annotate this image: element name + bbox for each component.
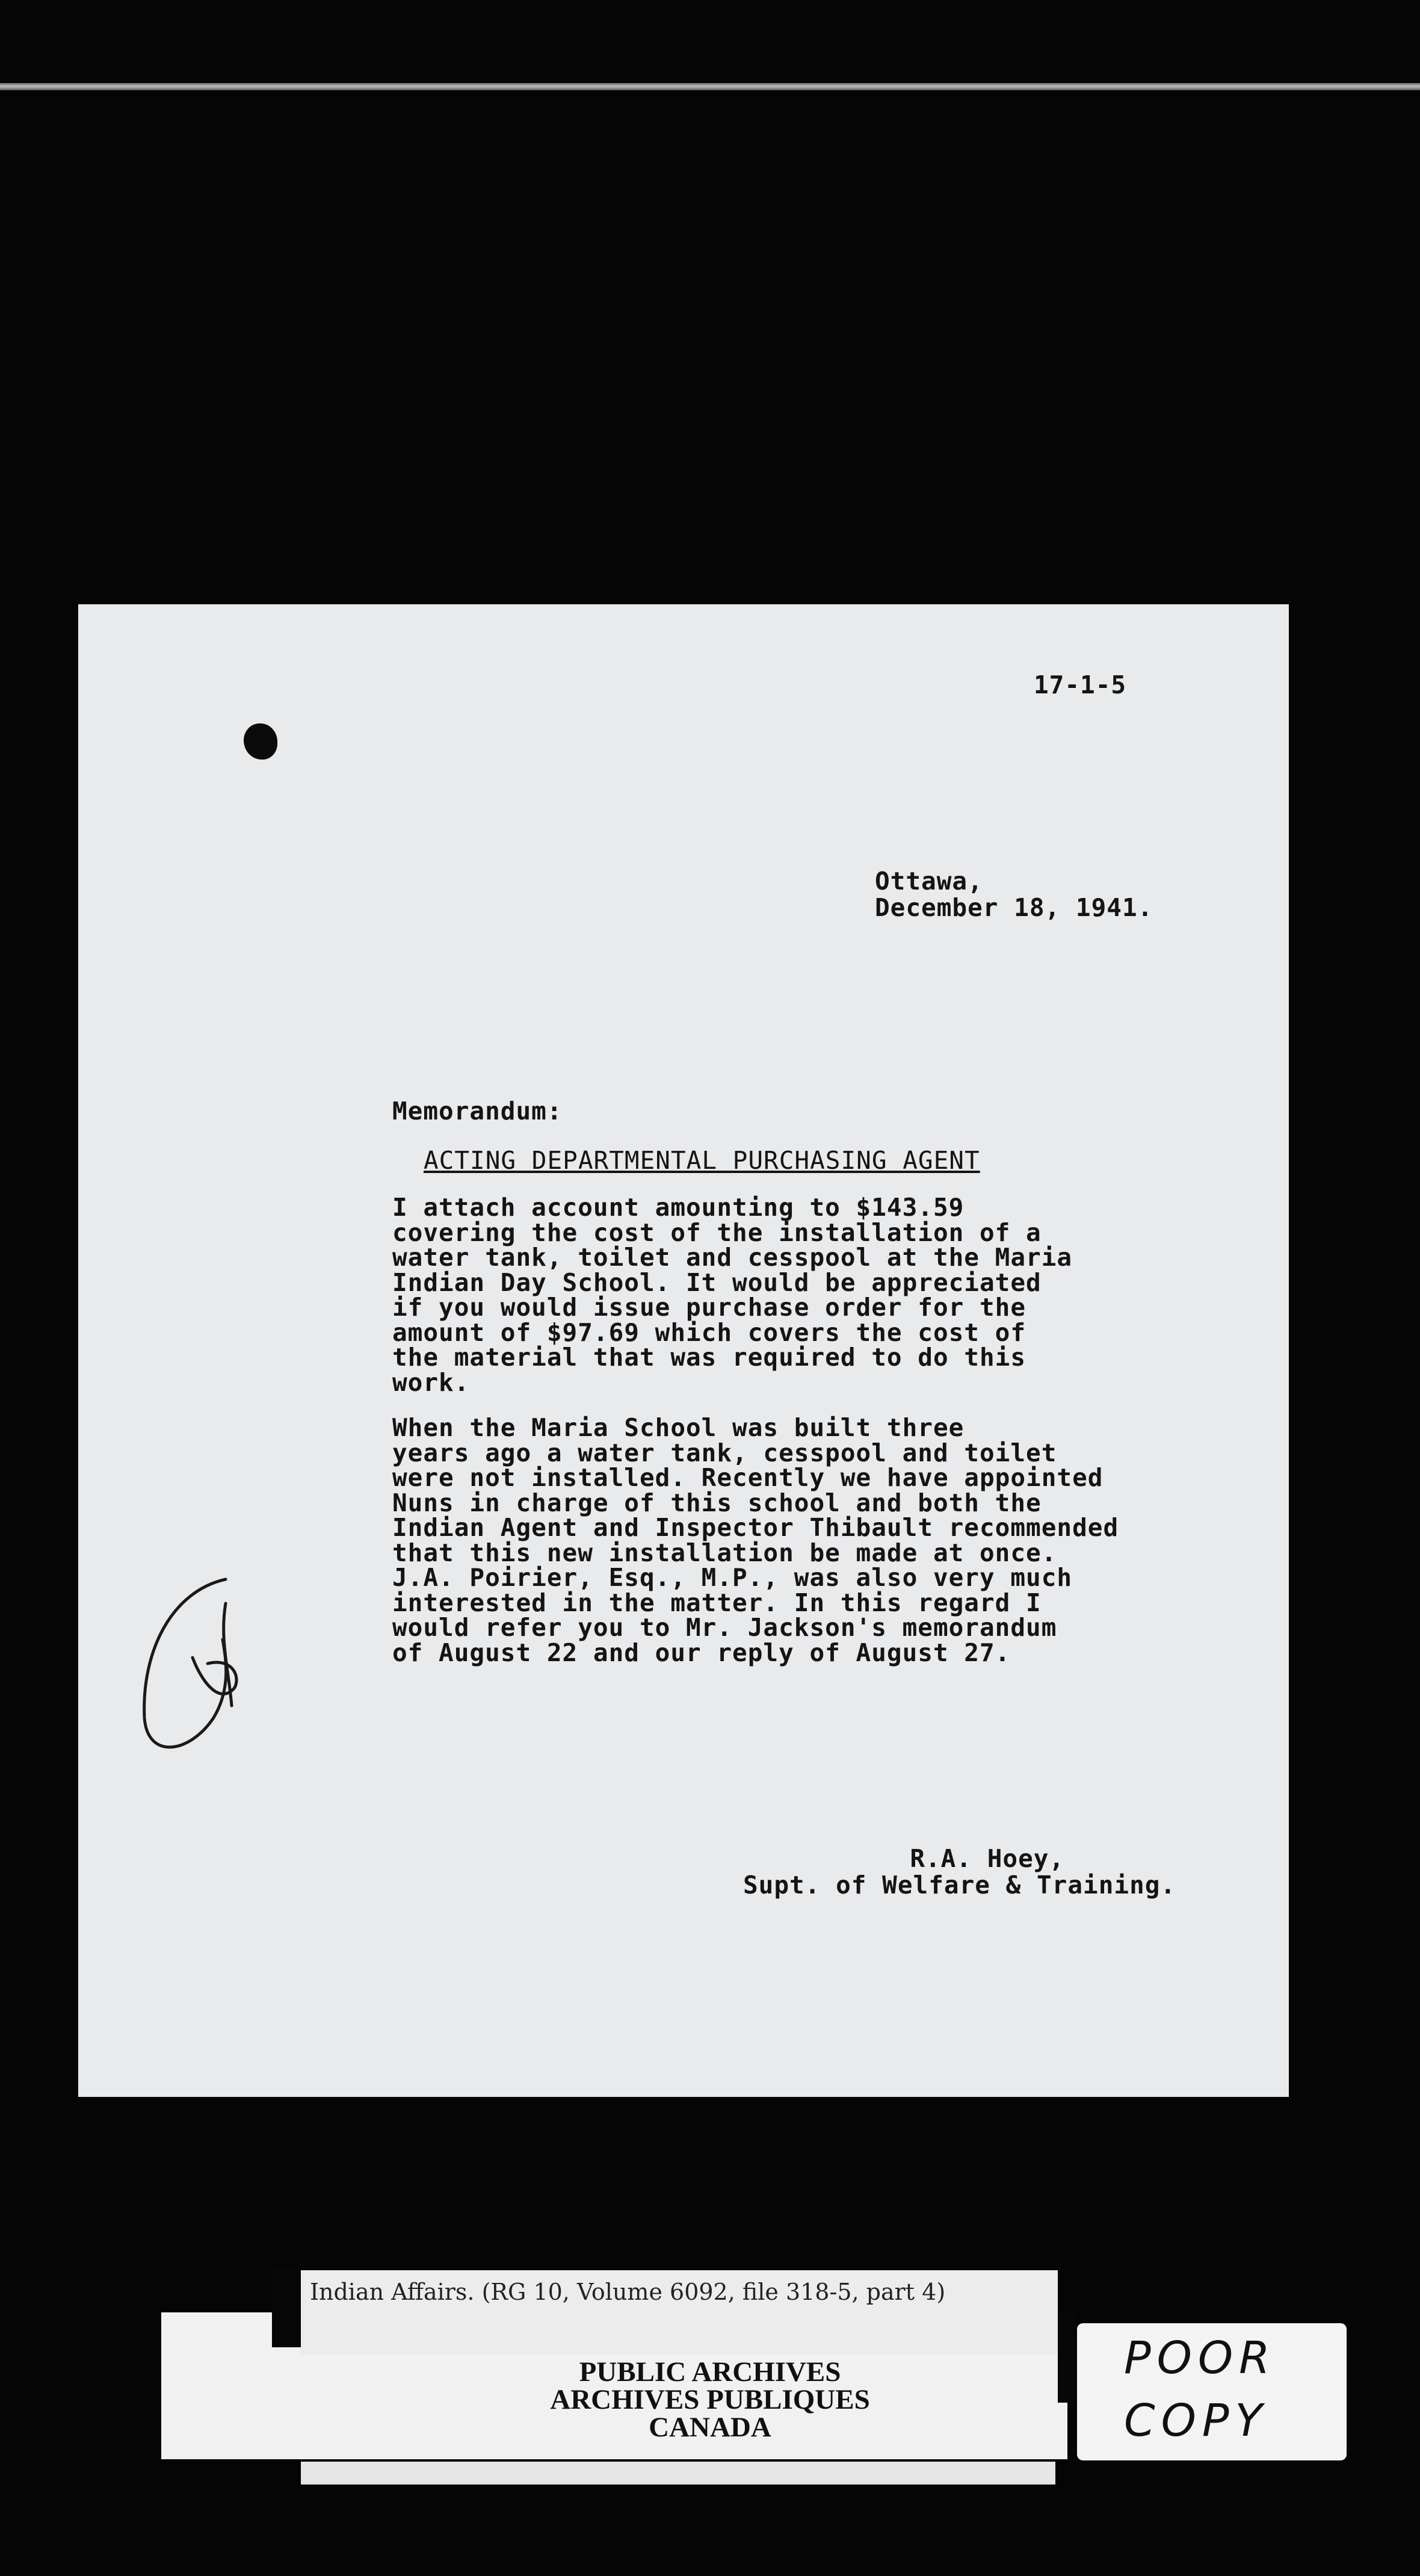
archive-reference-tag: Indian Affairs. (RG 10, Volume 6092, file 318-5, part 4) [310,2279,946,2305]
archives-line-2: ARCHIVES PUBLIQUES [550,2384,870,2415]
signature-block [743,1845,1176,1898]
label-notch [272,2269,301,2347]
memo-label: Memorandum: [392,1097,563,1125]
body-paragraph-2: When the Maria School was built three years ago a water tank, cesspool and toilet were not installed. Recently we have appointed Nuns in charge of this school and both the Indian Agent and Inspector Thibault recommended that this new installation be made at once. J.A. Poirier, Esq., M.P., was also very much interested in the matter. In this regard I would refer you to Mr. Jackson's memorandum of August 22 and our reply of August 27. [392,1413,1119,1667]
poor-copy-line-2: COPY [1124,2395,1268,2447]
poor-copy-line-1: POOR [1124,2332,1276,2384]
body-paragraph-1: I attach account amounting to $143.59 covering the cost of the installation of a water tank, toilet and cesspool at the Maria Indian Day School. It would be appreciated if you would issue purchase order for the amount of $97.69 which covers the cost of the material that was required to do this work. [392,1193,1073,1397]
label-strip [301,2462,1055,2485]
public-archives-label [379,2358,1041,2441]
ink-blot [244,723,277,760]
place-date [875,868,1153,921]
archives-line-3: CANADA [649,2412,771,2443]
addressee: ACTING DEPARTMENTAL PURCHASING AGENT [424,1146,980,1175]
poor-copy-note [1124,2327,1276,2452]
handwritten-initials [135,1567,256,1772]
file-reference: 17-1-5 [1034,670,1127,699]
memorandum-page [78,604,1289,2097]
label-notch [1058,2312,1076,2403]
film-edge [0,83,1420,90]
place: Ottawa, [875,867,983,896]
signature-name: R.A. Hoey, [910,1844,1065,1873]
archives-line-1: PUBLIC ARCHIVES [579,2356,841,2388]
date: December 18, 1941. [875,893,1153,922]
signature-title: Supt. of Welfare & Training. [743,1871,1176,1899]
